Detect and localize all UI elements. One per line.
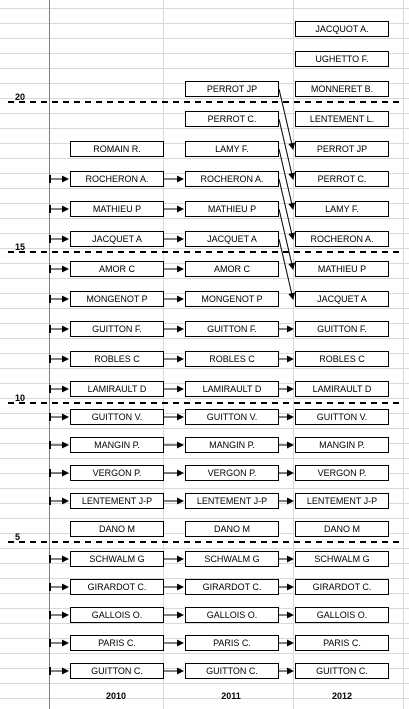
name-box-2010: GUITTON F. <box>70 321 164 337</box>
name-box-2012: LENTEMENT J-P <box>295 493 389 509</box>
name-box-2011: LENTEMENT J-P <box>185 493 279 509</box>
year-label-2012: 2012 <box>331 691 353 701</box>
name-box-2012: VERGON P. <box>295 465 389 481</box>
name-box-2011: LAMY F. <box>185 141 279 157</box>
name-box-2010: LENTEMENT J-P <box>70 493 164 509</box>
name-box-2010: AMOR C <box>70 261 164 277</box>
name-box-2010: MATHIEU P <box>70 201 164 217</box>
name-box-2010: ROMAIN R. <box>70 141 164 157</box>
name-box-2011: GUITTON C. <box>185 663 279 679</box>
name-box-2010: ROBLES C <box>70 351 164 367</box>
name-box-2012: ROCHERON A. <box>295 231 389 247</box>
name-box-2010: VERGON P. <box>70 465 164 481</box>
name-box-2011: LAMIRAULT D <box>185 381 279 397</box>
name-box-2011: GIRARDOT C. <box>185 579 279 595</box>
name-box-2011: SCHWALM G <box>185 551 279 567</box>
name-box-2012: GIRARDOT C. <box>295 579 389 595</box>
name-box-2010: ROCHERON A. <box>70 171 164 187</box>
name-box-2011: PERROT C. <box>185 111 279 127</box>
level-label-10: 10 <box>15 393 26 403</box>
name-box-2010: GALLOIS O. <box>70 607 164 623</box>
name-box-2012: UGHETTO F. <box>295 51 389 67</box>
name-box-2010: SCHWALM G <box>70 551 164 567</box>
name-box-2011: PERROT JP <box>185 81 279 97</box>
name-box-2010: PARIS C. <box>70 635 164 651</box>
name-box-2012: GUITTON C. <box>295 663 389 679</box>
name-box-2012: MANGIN P. <box>295 437 389 453</box>
name-box-2011: VERGON P. <box>185 465 279 481</box>
name-box-2012: GUITTON F. <box>295 321 389 337</box>
name-box-2011: GUITTON F. <box>185 321 279 337</box>
name-box-2011: MATHIEU P <box>185 201 279 217</box>
name-box-2010: LAMIRAULT D <box>70 381 164 397</box>
name-box-2010: GIRARDOT C. <box>70 579 164 595</box>
year-label-2011: 2011 <box>221 691 241 701</box>
name-box-2012: JACQUOT A. <box>295 21 389 37</box>
name-box-2012: LAMY F. <box>295 201 389 217</box>
name-box-2012: MATHIEU P <box>295 261 389 277</box>
name-box-2011: AMOR C <box>185 261 279 277</box>
name-box-2012: PARIS C. <box>295 635 389 651</box>
name-box-2011: GALLOIS O. <box>185 607 279 623</box>
name-box-2010: JACQUET A <box>70 231 164 247</box>
name-box-2012: PERROT C. <box>295 171 389 187</box>
name-box-2011: JACQUET A <box>185 231 279 247</box>
name-box-2011: ROCHERON A. <box>185 171 279 187</box>
name-box-2010: DANO M <box>70 521 164 537</box>
name-box-2012: GALLOIS O. <box>295 607 389 623</box>
name-box-2012: LAMIRAULT D <box>295 381 389 397</box>
level-label-20: 20 <box>15 92 26 102</box>
name-box-2012: PERROT JP <box>295 141 389 157</box>
name-box-2011: PARIS C. <box>185 635 279 651</box>
level-label-5: 5 <box>15 532 21 542</box>
name-box-2012: DANO M <box>295 521 389 537</box>
name-box-2011: GUITTON V. <box>185 409 279 425</box>
name-box-2012: GUITTON V. <box>295 409 389 425</box>
name-box-2010: GUITTON V. <box>70 409 164 425</box>
name-box-2011: ROBLES C <box>185 351 279 367</box>
name-box-2012: MONNERET B. <box>295 81 389 97</box>
name-box-2011: MONGENOT P <box>185 291 279 307</box>
name-box-2011: DANO M <box>185 521 279 537</box>
name-box-2011: MANGIN P. <box>185 437 279 453</box>
name-box-2012: ROBLES C <box>295 351 389 367</box>
name-box-2012: SCHWALM G <box>295 551 389 567</box>
name-box-2012: JACQUET A <box>295 291 389 307</box>
name-box-2010: MONGENOT P <box>70 291 164 307</box>
level-label-15: 15 <box>15 242 26 252</box>
name-box-2010: GUITTON C. <box>70 663 164 679</box>
year-label-2010: 2010 <box>105 691 127 701</box>
name-box-2010: MANGIN P. <box>70 437 164 453</box>
name-box-2012: LENTEMENT L. <box>295 111 389 127</box>
